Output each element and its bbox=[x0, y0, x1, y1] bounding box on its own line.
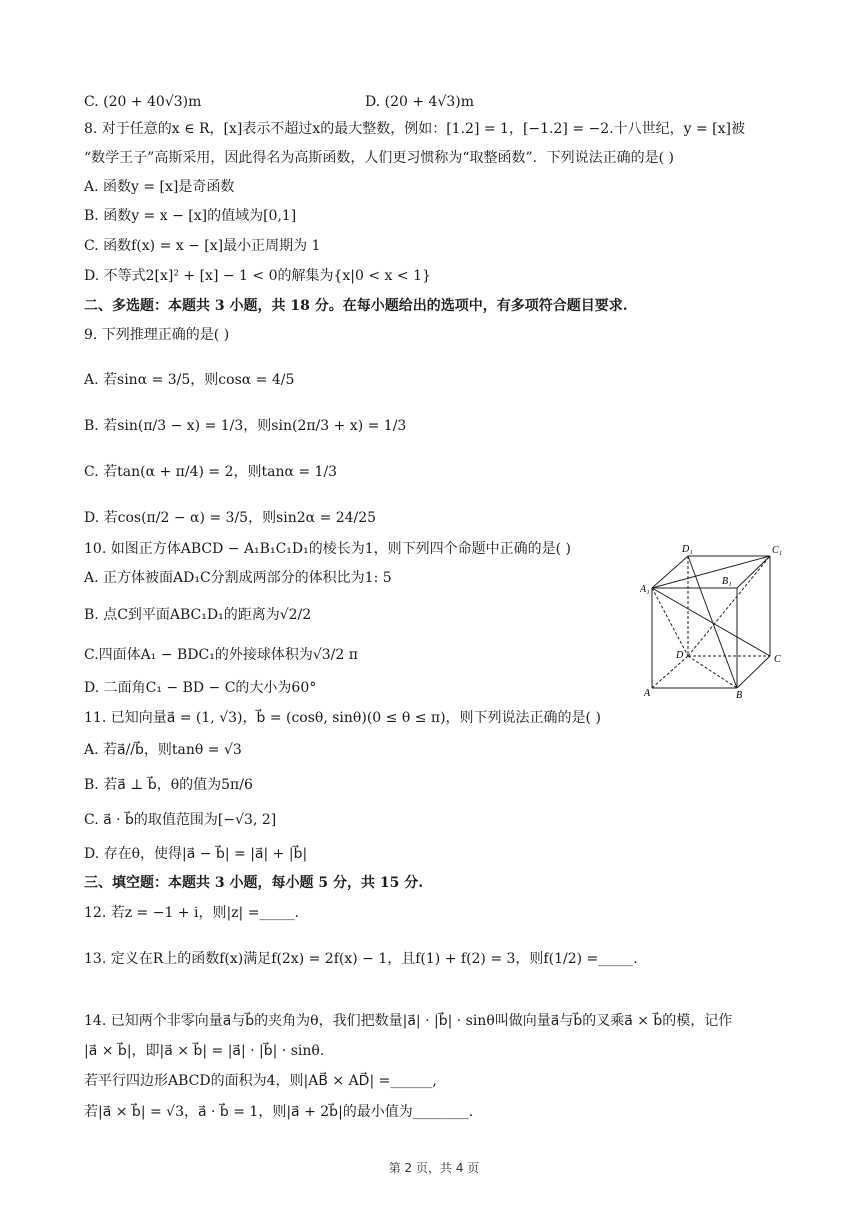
line-q8-c: C. 函数f(x) = x − [x]最小正周期为 1 bbox=[84, 238, 321, 254]
line-q14-1: 14. 已知两个非零向量a⃗与b⃗的夹角为θ，我们把数量|a⃗| · |b⃗| · sinθ叫做向量a⃗与b⃗的叉乘a⃗ × b⃗的模，记作 bbox=[84, 1013, 733, 1029]
label-d1: D₁ bbox=[682, 544, 693, 555]
line-q9: 9. 下列推理正确的是( ) bbox=[84, 327, 230, 343]
line-q10-b: B. 点C到平面ABC₁D₁的距离为√2/2 bbox=[84, 607, 312, 623]
line-q9-d: D. 若cos(π/2 − α) = 3/5，则sin2α = 24/25 bbox=[84, 510, 377, 526]
line-q11-a: A. 若a⃗//b⃗，则tanθ = √3 bbox=[84, 742, 242, 758]
label-b1: B₁ bbox=[722, 576, 732, 587]
line-q11-b: B. 若a⃗ ⊥ b⃗，θ的值为5π/6 bbox=[84, 777, 253, 793]
line-q11-c: C. a⃗ · b⃗的取值范围为[−√3, 2] bbox=[84, 812, 277, 828]
label-b: B bbox=[736, 690, 743, 700]
line-q14-2: |a⃗ × b⃗|，即|a⃗ × b⃗| = |a⃗| · |b⃗| · sinθ. bbox=[84, 1043, 325, 1059]
label-c: C bbox=[774, 654, 781, 665]
line-q8-2: “数学王子”高斯采用，因此得名为高斯函数，人们更习惯称为“取整函数”．下列说法正确的是( ) bbox=[84, 150, 675, 166]
label-a: A bbox=[644, 688, 651, 699]
line-q8-b: B. 函数y = x − [x]的值域为[0,1] bbox=[84, 208, 297, 224]
line-sec3: 三、填空题：本题共 3 小题，每小题 5 分，共 15 分. bbox=[84, 875, 424, 891]
line-q14-4: 若|a⃗ × b⃗| = √3，a⃗ · b⃗ = 1，则|a⃗ + 2b⃗|的最小值为________. bbox=[84, 1104, 474, 1120]
page-footer: 第 2 页，共 4 页 bbox=[388, 1161, 480, 1175]
label-a1: A₁ bbox=[640, 584, 650, 595]
label-d: D bbox=[676, 650, 684, 661]
label-c1: C₁ bbox=[772, 545, 783, 556]
line-q8-d: D. 不等式2[x]² + [x] − 1 < 0的解集为{x|0 < x < 1} bbox=[84, 268, 431, 284]
line-q12: 12. 若z = −1 + i，则|z| =_____. bbox=[84, 905, 299, 921]
line-q9-b: B. 若sin(π/3 − x) = 1/3，则sin(2π/3 + x) = 1/3 bbox=[84, 418, 407, 434]
line-q7-d: D. (20 + 4√3)m bbox=[365, 94, 475, 110]
cube-figure bbox=[640, 540, 790, 700]
line-q10: 10. 如图正方体ABCD − A₁B₁C₁D₁的棱长为1，则下列四个命题中正确的是( ) bbox=[84, 541, 572, 557]
line-sec2: 二、多选题：本题共 3 小题，共 18 分。在每小题给出的选项中，有多项符合题目要求. bbox=[84, 298, 628, 314]
line-q9-c: C. 若tan(α + π/4) = 2，则tanα = 1/3 bbox=[84, 464, 338, 480]
line-q10-d: D. 二面角C₁ − BD − C的大小为60° bbox=[84, 680, 317, 696]
line-q13: 13. 定义在R上的函数f(x)满足f(2x) = 2f(x) − 1，且f(1) + f(2) = 3，则f(1/2) =_____. bbox=[84, 951, 638, 967]
line-q10-c: C.四面体A₁ − BDC₁的外接球体积为√3/2 π bbox=[84, 647, 358, 663]
line-q8-a: A. 函数y = [x]是奇函数 bbox=[84, 179, 235, 195]
line-q14-3: 若平行四边形ABCD的面积为4，则|AB⃗ × AD⃗| =______, bbox=[84, 1073, 437, 1089]
line-q7-c: C. (20 + 40√3)m bbox=[84, 94, 202, 110]
line-q9-a: A. 若sinα = 3/5，则cosα = 4/5 bbox=[84, 372, 295, 388]
line-q11-d: D. 存在θ，使得|a⃗ − b⃗| = |a⃗| + |b⃗| bbox=[84, 846, 308, 862]
line-q11: 11. 已知向量a⃗ = (1, √3)，b⃗ = (cosθ, sinθ)(0 ≤ θ ≤ π)，则下列说法正确的是( ) bbox=[84, 710, 601, 726]
line-q8-1: 8. 对于任意的x ∈ R，[x]表示不超过x的最大整数，例如：[1.2] = 1，[−1.2] = −2.十八世纪，y = [x]被 bbox=[84, 121, 745, 137]
line-q10-a: A. 正方体被面AD₁C分割成两部分的体积比为1: 5 bbox=[84, 570, 392, 586]
